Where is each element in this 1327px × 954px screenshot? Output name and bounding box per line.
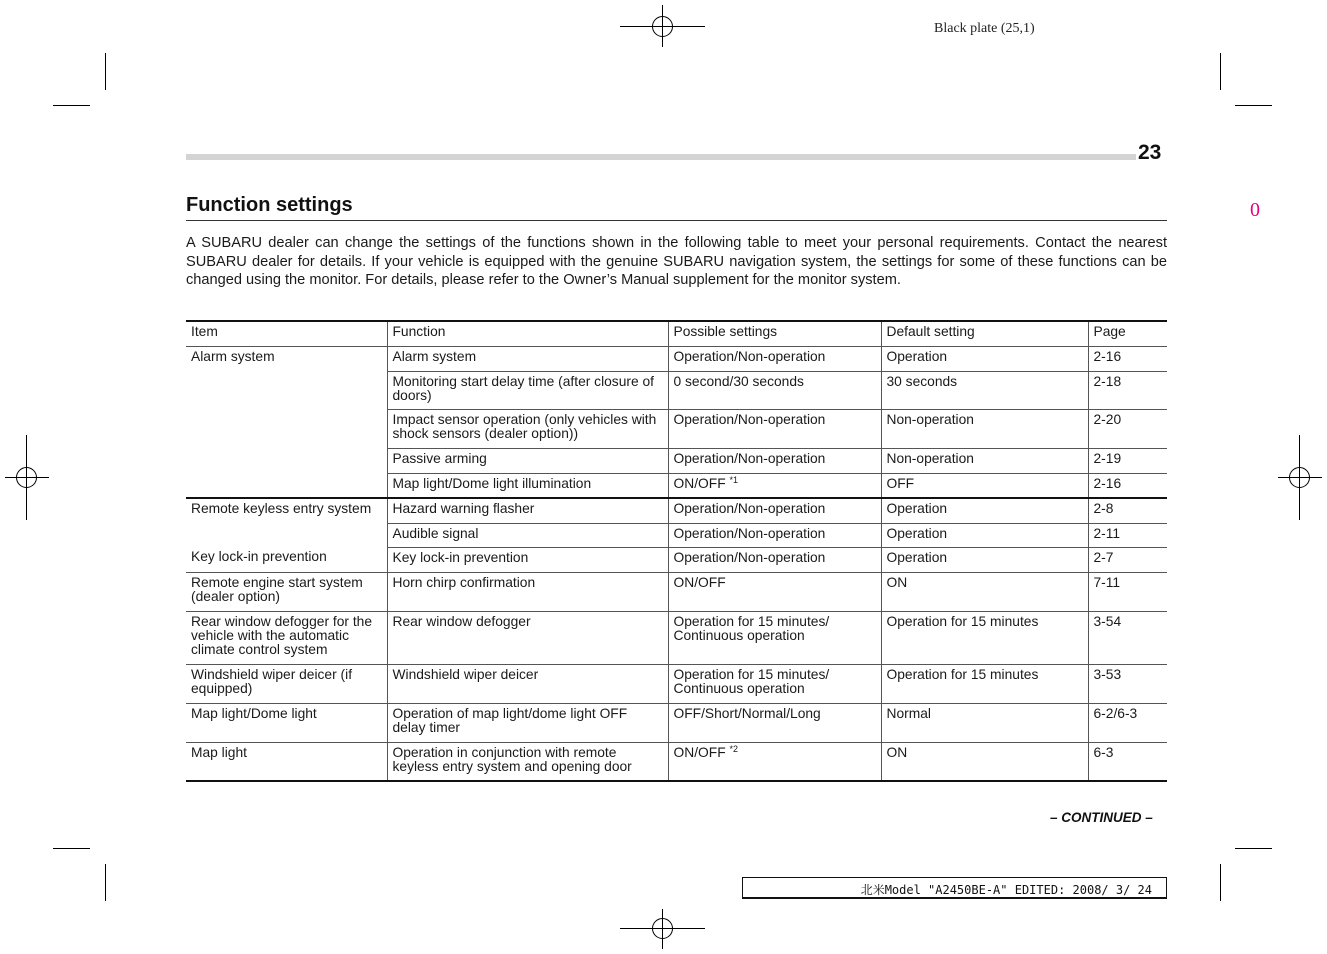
function-cell: Impact sensor operation (only vehicles with shock sensors (dealer option)) [387,409,668,448]
table-row [186,703,1167,742]
function-cell: Rear window defogger [387,611,668,664]
settings-cell: 0 second/30 seconds [668,371,881,409]
item-cell: Key lock-in prevention [186,547,387,572]
item-cell: Map light [186,742,387,781]
settings-cell: ON/OFF [668,572,881,611]
function-cell: Horn chirp confirmation [387,572,668,611]
page-cell: 2-18 [1088,371,1167,409]
table-row [186,611,1167,664]
page-cell: 2-20 [1088,409,1167,448]
section-title: Function settings [186,194,353,216]
crop-mark [53,848,90,849]
item-cell: Remote keyless entry system [186,498,387,547]
function-cell: Alarm system [387,346,668,371]
table-row [186,664,1167,703]
default-cell: ON [881,742,1088,781]
default-cell: Operation [881,523,1088,547]
header-bar [186,154,1136,160]
title-rule [186,220,1167,221]
function-settings-table [186,320,1167,782]
function-cell: Map light/Dome light illumination [387,473,668,498]
page-cell: 6-2/6-3 [1088,703,1167,742]
default-cell: Non-operation [881,409,1088,448]
function-cell: Passive arming [387,448,668,473]
function-cell: Operation in conjunction with remote keyless entry system and opening door [387,742,668,781]
settings-cell: OFF/Short/Normal/Long [668,703,881,742]
footnote-marker: *1 [729,474,738,485]
settings-cell: Operation for 15 minutes/ Continuous operation [668,611,881,664]
crop-mark [105,53,106,90]
page-cell: 2-16 [1088,346,1167,371]
margin-mark: 0 [1250,199,1260,221]
settings-cell: Operation/Non-operation [668,409,881,448]
header-page: Page [1093,324,1126,339]
item-cell: Remote engine start system (dealer option) [186,572,387,611]
table-row [186,572,1167,611]
default-cell: Non-operation [881,448,1088,473]
header-item: Item [186,321,387,346]
table-row [186,498,1167,523]
default-cell: OFF [881,473,1088,498]
continued-label: – CONTINUED – [1050,810,1153,825]
edit-stamp: 北米Model "A2450BE-A" EDITED: 2008/ 3/ 24 [742,877,1167,899]
crop-mark [53,105,90,106]
page-cell: 2-8 [1088,498,1167,523]
settings-cell: Operation/Non-operation [668,448,881,473]
page-number: 23 [1138,141,1162,164]
page-cell: 2-11 [1088,523,1167,547]
settings-value: ON/OFF [673,744,726,760]
function-cell: Key lock-in prevention [387,547,668,572]
settings-cell [668,742,881,781]
function-cell: Operation of map light/dome light OFF delay timer [387,703,668,742]
settings-cell: Operation/Non-operation [668,498,881,523]
settings-cell: Operation/Non-operation [668,523,881,547]
page-cell: 2-16 [1088,473,1167,498]
page-cell: 2-7 [1088,547,1167,572]
default-cell: 30 seconds [881,371,1088,409]
function-cell: Monitoring start delay time (after closure of doors) [387,371,668,409]
crop-mark [1220,53,1221,90]
header-possible-settings: Possible settings [668,321,881,346]
default-cell: Operation [881,547,1088,572]
item-cell: Windshield wiper deicer (if equipped) [186,664,387,703]
settings-cell: Operation/Non-operation [668,547,881,572]
crop-mark [105,864,106,901]
crop-mark [1220,864,1221,901]
crop-mark [1235,105,1272,106]
settings-cell: Operation for 15 minutes/ Continuous operation [668,664,881,703]
page-cell: 3-53 [1088,664,1167,703]
crop-mark [1235,848,1272,849]
settings-cell: Operation/Non-operation [668,346,881,371]
settings-value: ON/OFF [673,475,726,491]
page-cell: 2-19 [1088,448,1167,473]
item-cell: Alarm system [186,346,387,498]
function-cell: Windshield wiper deicer [387,664,668,703]
item-cell: Map light/Dome light [186,703,387,742]
function-cell: Hazard warning flasher [387,498,668,523]
item-cell: Rear window defogger for the vehicle with the automatic climate control system [186,611,387,664]
footnote-marker: *2 [729,743,738,754]
default-cell: Operation [881,346,1088,371]
header-function: Function [387,321,668,346]
default-cell: Operation [881,498,1088,523]
table-row [186,742,1167,781]
default-cell: Operation for 15 minutes [881,611,1088,664]
page-cell: 7-11 [1088,572,1167,611]
header-default-setting: Default setting [881,321,1088,346]
plate-label: Black plate (25,1) [934,21,1035,36]
table-row [186,547,1167,572]
function-cell: Audible signal [387,523,668,547]
page-cell: 6-3 [1088,742,1167,781]
default-cell: Normal [881,703,1088,742]
table-header-row [186,321,1167,346]
default-cell: ON [881,572,1088,611]
settings-cell [668,473,881,498]
page-cell: 3-54 [1088,611,1167,664]
table-row [186,346,1167,371]
default-cell: Operation for 15 minutes [881,664,1088,703]
intro-paragraph: A SUBARU dealer can change the settings of the functions shown in the following table to meet your personal requirements. Contact the nearest SUBARU dealer for details. If your vehicle is equipped with the genuine SUBARU navigation system, the settings for some of these functions can be changed using the monitor. For details, please refer to the Owner’s Manual supplement for the monitor system. [186,235,1167,289]
